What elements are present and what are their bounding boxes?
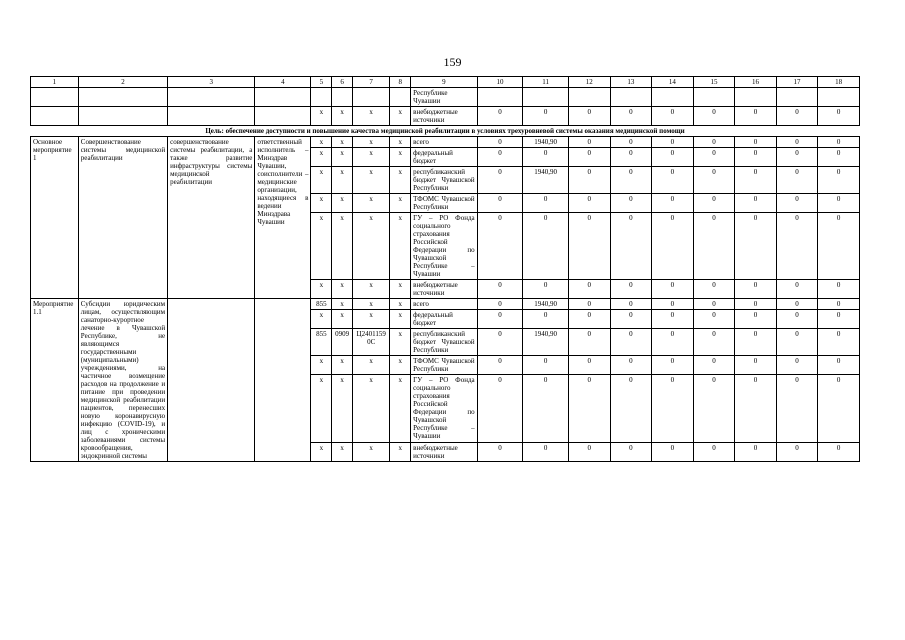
table-cell — [78, 107, 167, 126]
table-cell: 0 — [652, 299, 694, 310]
table-cell: 0 — [776, 107, 818, 126]
table-cell: 0 — [652, 137, 694, 148]
table-cell — [78, 88, 167, 107]
table-cell: x — [311, 107, 332, 126]
column-number: 10 — [477, 77, 523, 88]
table-cell: 0 — [776, 375, 818, 442]
table-cell: 0 — [569, 375, 611, 442]
table-cell: 0 — [776, 310, 818, 329]
page-number: 159 — [443, 55, 462, 69]
table-cell: 0 — [523, 194, 569, 213]
table-cell: 0 — [523, 375, 569, 442]
table-cell: x — [352, 213, 389, 280]
table-cell: x — [311, 310, 332, 329]
table-cell: 0 — [569, 194, 611, 213]
table-cell: x — [311, 148, 332, 167]
table-cell: 1940,90 — [523, 137, 569, 148]
table-cell: 0 — [818, 213, 860, 280]
table-cell: 855 — [311, 299, 332, 310]
funding-source: республиканский бюджет Чувашской Республики — [411, 167, 477, 194]
table-cell: x — [332, 194, 353, 213]
table-cell: 0 — [693, 167, 735, 194]
table-cell — [31, 88, 79, 107]
table-cell — [168, 88, 255, 107]
table-cell: 0 — [818, 356, 860, 375]
measure-c4 — [255, 299, 311, 462]
table-cell: 0 — [477, 299, 523, 310]
table-cell: x — [311, 137, 332, 148]
table-cell: 0 — [818, 442, 860, 461]
table-cell: 0 — [818, 375, 860, 442]
funding-source: ТФОМС Чувашской Республики — [411, 356, 477, 375]
table-cell: 0 — [523, 310, 569, 329]
table-cell: внебюджетные источники — [411, 107, 477, 126]
table-cell: x — [352, 280, 389, 299]
funding-source: ТФОМС Чувашской Республики — [411, 194, 477, 213]
table-cell: 0909 — [332, 329, 353, 356]
table-cell — [652, 88, 694, 107]
table-cell: 0 — [818, 167, 860, 194]
table-row — [31, 107, 860, 126]
table-cell: 0 — [818, 310, 860, 329]
table-cell: 0 — [610, 148, 652, 167]
table-cell: 0 — [818, 107, 860, 126]
table-cell: x — [311, 194, 332, 213]
table-cell: 0 — [523, 356, 569, 375]
table-cell: 0 — [818, 148, 860, 167]
table-cell: x — [390, 356, 411, 375]
table-cell: 0 — [477, 213, 523, 280]
table-cell: 0 — [818, 137, 860, 148]
table-cell: 0 — [776, 167, 818, 194]
table-cell — [569, 88, 611, 107]
table-cell: 0 — [735, 442, 777, 461]
goal-row — [31, 126, 860, 137]
table-cell: 0 — [610, 213, 652, 280]
table-cell: 0 — [693, 148, 735, 167]
table-cell: 0 — [569, 442, 611, 461]
table-cell: x — [352, 148, 389, 167]
table-cell: x — [352, 356, 389, 375]
table-cell — [352, 88, 389, 107]
table-cell: 0 — [477, 107, 523, 126]
table-cell — [255, 88, 311, 107]
table-cell: x — [332, 137, 353, 148]
table-cell: 855 — [311, 329, 332, 356]
table-cell: 0 — [776, 299, 818, 310]
table-cell: x — [332, 213, 353, 280]
table-cell: 0 — [776, 137, 818, 148]
table-cell — [693, 88, 735, 107]
funding-source: федеральный бюджет — [411, 310, 477, 329]
table-row — [31, 299, 860, 310]
table-cell: 0 — [610, 310, 652, 329]
table-cell — [168, 107, 255, 126]
column-number: 15 — [693, 77, 735, 88]
table-cell: x — [332, 356, 353, 375]
table-row — [31, 88, 860, 107]
table-cell: x — [352, 442, 389, 461]
table-cell: 0 — [693, 375, 735, 442]
table-cell: x — [332, 442, 353, 461]
table-cell: 0 — [693, 194, 735, 213]
table-cell: 0 — [693, 137, 735, 148]
table-cell — [477, 88, 523, 107]
table-cell: 0 — [652, 356, 694, 375]
table-cell: x — [311, 213, 332, 280]
column-number: 12 — [569, 77, 611, 88]
table-cell: 0 — [735, 107, 777, 126]
table-cell — [332, 88, 353, 107]
table-cell: 0 — [610, 137, 652, 148]
table-cell: 0 — [776, 213, 818, 280]
column-number: 13 — [610, 77, 652, 88]
measure-c3: совершенствование системы реабилитации, а также развитие инфраструктуры системы медицинской реабилитации — [168, 137, 255, 299]
table-cell: 0 — [693, 442, 735, 461]
table-cell: 0 — [818, 329, 860, 356]
table-cell: x — [390, 310, 411, 329]
table-cell: 0 — [569, 329, 611, 356]
funding-source: республиканский бюджет Чувашской Республики — [411, 329, 477, 356]
table-cell: 0 — [477, 137, 523, 148]
table-cell: 0 — [477, 329, 523, 356]
table-cell: 0 — [610, 356, 652, 375]
table-cell: 0 — [569, 107, 611, 126]
table-cell: 0 — [735, 137, 777, 148]
table-cell: 0 — [523, 148, 569, 167]
column-number-row — [31, 77, 860, 88]
table-cell: x — [332, 280, 353, 299]
table-cell: 0 — [569, 356, 611, 375]
table-cell: 0 — [569, 148, 611, 167]
table-cell: x — [352, 107, 389, 126]
table-cell: 0 — [735, 299, 777, 310]
table-cell: x — [390, 148, 411, 167]
table-cell: 0 — [652, 310, 694, 329]
program-table — [30, 76, 860, 462]
table-cell — [818, 88, 860, 107]
table-cell: 0 — [693, 310, 735, 329]
table-cell: 0 — [477, 310, 523, 329]
table-cell: x — [352, 375, 389, 442]
table-cell: x — [390, 213, 411, 280]
table-cell: 0 — [569, 299, 611, 310]
table-cell: 1940,90 — [523, 329, 569, 356]
measure-c1: Основное мероприятие 1 — [31, 137, 79, 299]
table-cell: 0 — [818, 194, 860, 213]
funding-source: федеральный бюджет — [411, 148, 477, 167]
table-cell: 0 — [735, 356, 777, 375]
table-cell: Республике Чувашии — [411, 88, 477, 107]
measure-c2: Субсидии юридическим лицам, осуществляющим санаторно-курортное лечение в Чувашской Республике, не являющимся государственными (муниципальными) учреждениями, на частичное возмещение расходов на продолжение и питание при проведении медицинской реабилитации пациентов, перенесших новую коронавирусную инфекцию (COVID-19), и лиц с хроническими заболеваниями системы кровообращения, эндокринной системы — [78, 299, 167, 462]
funding-source: ГУ – РО Фонда социального страхования Российской Федерации по Чувашской Республике – Чувашии — [411, 213, 477, 280]
table-cell: 0 — [610, 375, 652, 442]
column-number: 7 — [352, 77, 389, 88]
table-cell: x — [352, 299, 389, 310]
table-cell: x — [332, 148, 353, 167]
table-cell: 0 — [477, 194, 523, 213]
table-cell: 0 — [693, 329, 735, 356]
column-number: 17 — [776, 77, 818, 88]
table-cell: 0 — [652, 375, 694, 442]
table-row — [31, 137, 860, 148]
column-number: 4 — [255, 77, 311, 88]
funding-source: ГУ – РО Фонда социального страхования Российской Федерации по Чувашской Республике – Чувашии — [411, 375, 477, 442]
table-cell: x — [390, 167, 411, 194]
column-number: 1 — [31, 77, 79, 88]
table-cell: 0 — [652, 280, 694, 299]
table-cell: 0 — [610, 329, 652, 356]
table-cell — [31, 107, 79, 126]
funding-source: всего — [411, 137, 477, 148]
funding-source: всего — [411, 299, 477, 310]
table-cell: x — [390, 375, 411, 442]
column-number: 14 — [652, 77, 694, 88]
table-cell: 0 — [569, 310, 611, 329]
table-cell: 0 — [818, 280, 860, 299]
table-cell: 1940,90 — [523, 167, 569, 194]
table-cell: 0 — [735, 194, 777, 213]
table-cell: 0 — [735, 329, 777, 356]
table-cell: 0 — [652, 194, 694, 213]
table-cell: 0 — [523, 213, 569, 280]
table-cell: 0 — [735, 375, 777, 442]
table-cell: x — [390, 442, 411, 461]
table-cell: 1940,90 — [523, 299, 569, 310]
column-number: 3 — [168, 77, 255, 88]
table-cell: x — [311, 356, 332, 375]
table-cell: 0 — [569, 137, 611, 148]
table-cell: 0 — [652, 107, 694, 126]
table-cell: 0 — [477, 375, 523, 442]
measure-c2: Совершенствование системы медицинской реабилитации — [78, 137, 167, 299]
table-cell: x — [352, 310, 389, 329]
table-cell: x — [332, 299, 353, 310]
table-cell: 0 — [523, 107, 569, 126]
measure-c3 — [168, 299, 255, 462]
table-cell: 0 — [477, 356, 523, 375]
table-cell: 0 — [818, 299, 860, 310]
table-cell: x — [390, 137, 411, 148]
funding-source: внебюджетные источники — [411, 442, 477, 461]
column-number: 8 — [390, 77, 411, 88]
table-cell: 0 — [610, 299, 652, 310]
column-number: 18 — [818, 77, 860, 88]
table-cell: 0 — [610, 107, 652, 126]
table-cell: x — [311, 280, 332, 299]
table-cell: 0 — [652, 329, 694, 356]
table-cell: 0 — [610, 167, 652, 194]
table-cell: 0 — [735, 167, 777, 194]
table-cell: 0 — [735, 213, 777, 280]
table-cell: 0 — [610, 442, 652, 461]
table-cell: x — [311, 167, 332, 194]
table-cell: 0 — [735, 148, 777, 167]
column-number: 16 — [735, 77, 777, 88]
table-cell: 0 — [477, 280, 523, 299]
table-cell: 0 — [523, 280, 569, 299]
table-cell: 0 — [776, 194, 818, 213]
table-cell: 0 — [477, 442, 523, 461]
table-cell: x — [332, 167, 353, 194]
table-cell: x — [352, 194, 389, 213]
table-cell: x — [332, 107, 353, 126]
measure-c4: ответственный исполнитель – Минздрав Чувашии, соисполнители – медицинские организации, находящиеся в ведении Минздрава Чувашии — [255, 137, 311, 299]
table-cell: 0 — [569, 280, 611, 299]
table-cell: x — [311, 375, 332, 442]
table-cell — [776, 88, 818, 107]
table-cell: 0 — [610, 280, 652, 299]
table-cell: x — [390, 194, 411, 213]
table-cell: 0 — [776, 329, 818, 356]
table-cell: 0 — [477, 148, 523, 167]
goal-text: Цель: обеспечение доступности и повышение качества медицинской реабилитации в условиях трехуровневой системы оказания медицинской помощи — [31, 126, 860, 137]
table-cell: x — [332, 310, 353, 329]
table-cell: 0 — [610, 194, 652, 213]
table-cell: 0 — [652, 167, 694, 194]
table-cell: x — [390, 280, 411, 299]
table-cell: 0 — [776, 280, 818, 299]
table-cell — [390, 88, 411, 107]
column-number: 2 — [78, 77, 167, 88]
table-cell: 0 — [652, 442, 694, 461]
table-cell: x — [352, 167, 389, 194]
table-cell — [523, 88, 569, 107]
table-cell: 0 — [776, 442, 818, 461]
table-cell: x — [390, 299, 411, 310]
table-cell: 0 — [652, 213, 694, 280]
table-cell: x — [390, 107, 411, 126]
table-cell — [311, 88, 332, 107]
table-cell — [255, 107, 311, 126]
table-cell: 0 — [652, 148, 694, 167]
table-cell: 0 — [693, 356, 735, 375]
column-number: 6 — [332, 77, 353, 88]
table-cell: x — [332, 375, 353, 442]
table-cell: 0 — [693, 213, 735, 280]
table-cell: 0 — [569, 213, 611, 280]
table-cell: 0 — [569, 167, 611, 194]
table-cell — [735, 88, 777, 107]
table-cell: 0 — [693, 107, 735, 126]
column-number: 9 — [411, 77, 477, 88]
table-cell: 0 — [477, 167, 523, 194]
column-number: 5 — [311, 77, 332, 88]
table-cell: x — [352, 137, 389, 148]
table-cell: 0 — [735, 310, 777, 329]
measure-c1: Мероприятие 1.1 — [31, 299, 79, 462]
column-number: 11 — [523, 77, 569, 88]
table-cell: 0 — [693, 280, 735, 299]
table-cell: 0 — [735, 280, 777, 299]
table-cell: 0 — [693, 299, 735, 310]
table-cell: 0 — [776, 356, 818, 375]
table-cell: x — [311, 442, 332, 461]
table-cell — [610, 88, 652, 107]
table-cell: x — [390, 329, 411, 356]
table-cell: Ц2401159 0С — [352, 329, 389, 356]
funding-source: внебюджетные источники — [411, 280, 477, 299]
table-cell: 0 — [523, 442, 569, 461]
table-cell: 0 — [776, 148, 818, 167]
